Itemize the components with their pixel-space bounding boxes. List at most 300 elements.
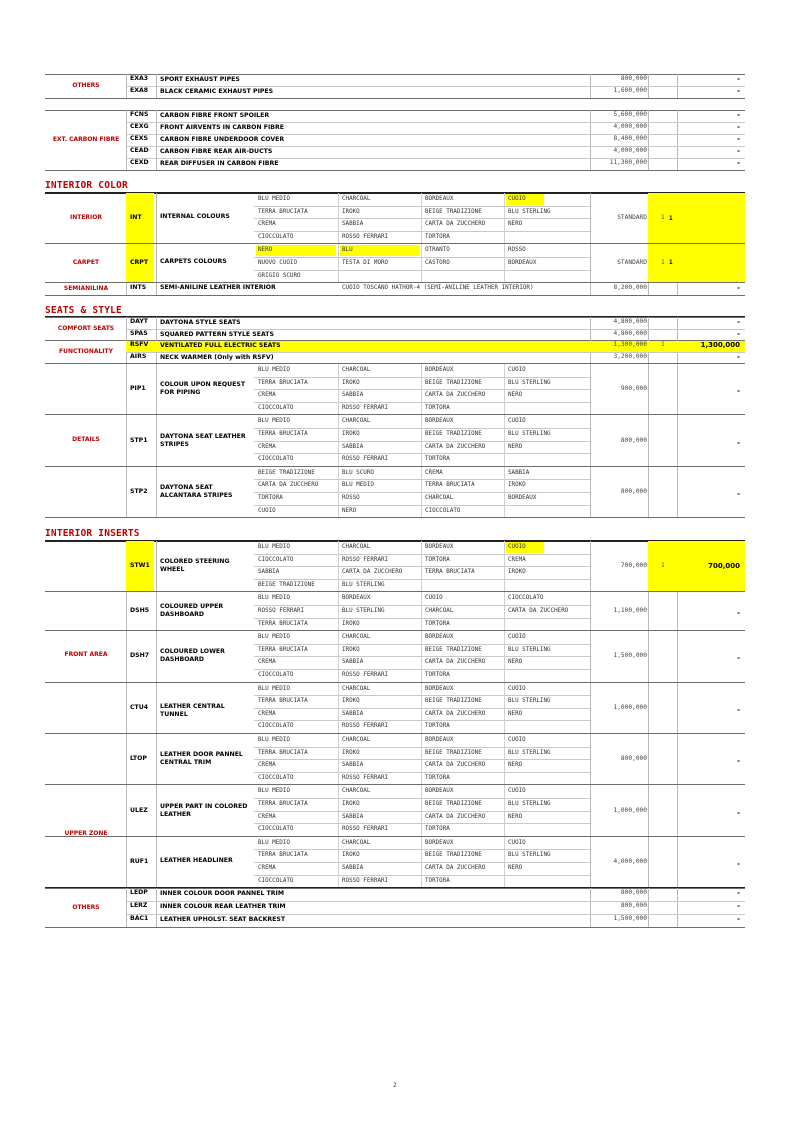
option-description: FRONT AIRVENTS IN CARBON FIBRE	[160, 124, 284, 131]
color-option: CHARCOAL	[342, 839, 371, 846]
column-divider	[590, 734, 591, 784]
column-divider	[156, 541, 157, 591]
color-option: CREMA	[258, 865, 276, 871]
option-description: BLACK CERAMIC EXHAUST PIPES	[160, 88, 274, 95]
color-divider	[421, 683, 422, 733]
color-option: CIOCCOLATO	[425, 507, 461, 514]
color-option: BLU SCURO	[342, 469, 374, 476]
color-option: GRIGIO SCURO	[258, 272, 301, 279]
option-total: -	[737, 860, 740, 868]
color-divider	[338, 631, 339, 681]
color-option: CREMA	[508, 556, 526, 563]
column-divider	[590, 283, 591, 295]
column-divider	[126, 415, 127, 465]
table-rule	[45, 98, 745, 99]
row-divider	[254, 772, 590, 773]
color-option: CREMA	[258, 221, 276, 228]
column-divider	[156, 592, 157, 630]
option-code: INTS	[130, 284, 147, 292]
row-divider	[254, 453, 590, 454]
color-option: BORDEAUX	[425, 544, 454, 550]
option-price: STANDARD	[617, 259, 647, 267]
color-option: TORTORA	[425, 774, 450, 781]
color-option: BEIGE TRADIZIONE	[425, 698, 482, 705]
color-option: ROSSO FERRARI	[342, 456, 389, 463]
column-divider	[590, 467, 591, 517]
option-description: CARPETS COLOURS	[160, 258, 227, 266]
color-option: BORDEAUX	[425, 839, 454, 846]
color-option: CHARCOAL	[425, 608, 454, 614]
option-total: -	[737, 889, 740, 898]
column-divider	[126, 837, 127, 887]
color-divider	[504, 193, 505, 243]
color-option: CASTORO	[425, 260, 450, 266]
color-option: IROKO	[342, 379, 360, 386]
option-code: LTOP	[130, 755, 147, 763]
row-divider	[254, 862, 590, 863]
option-price: 11,300,000	[609, 159, 647, 166]
option-price: 800,000	[620, 488, 647, 495]
color-option: BLU STERLING	[342, 581, 385, 588]
column-divider	[590, 785, 591, 835]
option-price: 800,000	[620, 755, 647, 763]
color-option: ROSSO	[508, 247, 526, 254]
color-option: SABBIA	[508, 469, 530, 476]
column-divider	[590, 631, 591, 681]
option-description: INTERNAL COLOURS	[160, 213, 230, 221]
color-option: CARTA DA ZUCCHERO	[425, 659, 486, 666]
color-option: BORDEAUX	[425, 737, 454, 743]
color-option: CIOCCOLATO	[258, 456, 294, 463]
color-divider	[504, 541, 505, 591]
color-option: IROKO	[508, 482, 526, 489]
column-divider	[648, 415, 649, 465]
option-price: STANDARD	[617, 214, 647, 222]
color-option: BLU MEDIO	[342, 482, 374, 489]
color-option: NERO	[508, 443, 523, 450]
option-price: 1,600,000	[613, 87, 647, 94]
color-option: BEIGE TRADIZIONE	[425, 208, 482, 215]
color-divider	[338, 193, 339, 243]
color-option: BORDEAUX	[508, 260, 537, 266]
option-code: DSH5	[130, 607, 150, 615]
option-code: EXA3	[130, 75, 149, 82]
color-option: BLU STERLING	[508, 646, 551, 653]
color-divider	[504, 785, 505, 835]
color-divider	[504, 467, 505, 517]
row-divider	[254, 270, 590, 271]
option-description: COLORED STEERING WHEEL	[160, 558, 230, 574]
color-option: TERRA BRUCIATA	[258, 379, 308, 386]
option-description: COLOURED UPPER DASHBOARD	[160, 603, 224, 619]
color-option: CARTA DA ZUCCHERO	[258, 482, 319, 489]
color-option: TORTORA	[425, 826, 450, 833]
color-option: IROKO	[508, 569, 526, 576]
option-price: 4,800,000	[613, 318, 647, 325]
color-option: BEIGE TRADIZIONE	[425, 852, 482, 859]
option-price: 3,200,000	[613, 352, 647, 360]
option-price: 1,100,000	[613, 607, 647, 615]
column-divider	[156, 631, 157, 681]
column-divider	[126, 467, 127, 517]
color-option: NERO	[508, 813, 523, 820]
color-option: SABBIA	[342, 659, 364, 666]
column-divider	[156, 415, 157, 465]
option-description: CARBON FIBRE FRONT SPOILER	[160, 112, 270, 119]
column-divider	[126, 785, 127, 835]
column-divider	[590, 364, 591, 414]
option-description: LEATHER UPHOLST. SEAT BACKREST	[160, 916, 286, 924]
option-code: EXA8	[130, 87, 149, 94]
category-label: EXT. CARBON FIBRE	[52, 136, 120, 143]
color-option: TERRA BRUCIATA	[258, 749, 308, 756]
color-option: CHARCOAL	[342, 737, 371, 743]
option-code: LERZ	[130, 902, 148, 910]
color-option: BEIGE TRADIZIONE	[425, 379, 482, 386]
row-divider	[254, 492, 590, 493]
color-option: TESTA DI MORO	[342, 260, 389, 266]
column-divider	[648, 683, 649, 733]
color-divider	[421, 631, 422, 681]
column-divider	[590, 888, 591, 927]
category-label: DETAILS	[72, 436, 100, 443]
color-divider	[504, 244, 505, 282]
color-divider	[338, 683, 339, 733]
option-description: DAYTONA SEAT ALCANTARA STRIPES	[160, 484, 233, 499]
color-option: TORTORA	[258, 495, 283, 501]
color-option: ROSSO FERRARI	[342, 826, 389, 833]
color-divider	[504, 631, 505, 681]
column-divider	[677, 110, 678, 170]
color-option: CUOIO	[508, 737, 526, 743]
color-divider	[338, 592, 339, 630]
color-divider	[338, 837, 339, 887]
option-total: -	[737, 490, 740, 498]
color-divider	[504, 364, 505, 414]
color-option: ROSSO	[342, 495, 360, 501]
row-divider	[254, 218, 590, 219]
option-total: -	[737, 123, 740, 131]
option-total: -	[737, 387, 740, 396]
color-option: NERO	[508, 392, 523, 399]
color-divider	[338, 244, 339, 282]
color-option: TERRA BRUCIATA	[258, 646, 308, 653]
table-rule	[45, 414, 745, 415]
color-option: TERRA BRUCIATA	[258, 431, 308, 437]
column-divider	[648, 785, 649, 835]
category-label: COMFORT SEATS	[57, 324, 115, 332]
color-divider	[338, 785, 339, 835]
option-total: -	[737, 147, 740, 155]
option-code: DSH7	[130, 652, 150, 660]
option-code: CEXS	[130, 135, 148, 142]
row-divider	[254, 875, 590, 876]
color-option: ROSSO FERRARI	[342, 672, 389, 678]
table-rule	[45, 630, 745, 631]
table-rule	[45, 517, 745, 518]
color-option: BLU STERLING	[508, 749, 551, 756]
color-option: SABBIA	[342, 762, 364, 769]
category-label: INTERIOR	[69, 214, 103, 221]
color-option: CARTA DA ZUCCHERO	[425, 443, 486, 450]
option-description: DAYTONA SEAT LEATHER STRIPES	[160, 432, 246, 448]
column-divider	[590, 110, 591, 170]
color-option: IROKO	[342, 698, 360, 705]
color-option: CUOIO	[425, 595, 443, 602]
option-total: -	[737, 705, 740, 714]
color-option: ROSSO FERRARI	[342, 556, 389, 563]
option-price: 4,000,000	[613, 147, 647, 154]
option-price: 4,800,000	[613, 329, 647, 337]
option-code: INT	[130, 214, 142, 222]
color-option: NERO	[258, 247, 273, 254]
color-option: SABBIA	[342, 710, 364, 717]
option-description: LEATHER DOOR PANNEL CENTRAL TRIM	[160, 751, 243, 767]
color-option: SABBIA	[342, 392, 364, 399]
section-title: INTERIOR INSERTS	[45, 528, 140, 539]
color-option: BLU STERLING	[508, 698, 551, 705]
table-rule	[45, 591, 745, 592]
row-divider	[254, 823, 590, 824]
color-option: CHARCOAL	[425, 495, 454, 501]
color-option: IROKO	[342, 208, 360, 215]
row-divider	[254, 554, 590, 555]
option-description: DAYTONA STYLE SEATS	[160, 319, 241, 326]
color-option: CHARCOAL	[342, 685, 371, 692]
option-code: STP2	[130, 488, 148, 495]
color-divider	[504, 415, 505, 465]
color-option: TORTORA	[425, 620, 450, 627]
color-option: CUOIO	[508, 544, 526, 550]
column-divider	[126, 734, 127, 784]
option-total: -	[737, 87, 740, 95]
option-total: -	[737, 318, 740, 326]
option-total: -	[737, 915, 740, 924]
row-divider	[254, 389, 590, 390]
color-option: ROSSO FERRARI	[342, 774, 389, 781]
color-divider	[504, 683, 505, 733]
option-code: STW1	[130, 562, 150, 570]
option-price: 8,400,000	[613, 135, 647, 142]
color-option: CHARCOAL	[342, 196, 371, 202]
table-rule	[45, 170, 745, 171]
option-total: 700,000	[708, 562, 740, 571]
option-description: REAR DIFFUSER IN CARBON FIBRE	[160, 160, 279, 167]
color-option: CIOCCOLATO	[258, 723, 294, 730]
table-rule	[45, 363, 745, 364]
color-option: BORDEAUX	[425, 367, 454, 373]
category-label: OTHERS	[72, 82, 100, 89]
column-divider	[156, 193, 157, 243]
column-divider	[648, 283, 649, 295]
color-divider	[421, 415, 422, 465]
color-option: BLU MEDIO	[258, 737, 290, 743]
option-code: DAYT	[130, 318, 149, 325]
table-rule	[45, 466, 745, 467]
color-option: BLU MEDIO	[258, 595, 290, 602]
option-code: ULEZ	[130, 806, 148, 814]
color-option: BEIGE TRADIZIONE	[425, 749, 482, 756]
column-divider	[156, 785, 157, 835]
color-option: TORTORA	[425, 456, 450, 463]
option-price: 700,000	[620, 562, 647, 570]
color-option: TERRA BRUCIATA	[258, 801, 308, 807]
table-rule	[45, 295, 745, 296]
color-option: BEIGE TRADIZIONE	[258, 581, 315, 588]
option-code: SPAS	[130, 329, 148, 337]
color-option: BORDEAUX	[342, 595, 371, 602]
highlight-total	[677, 193, 745, 243]
option-total: -	[737, 757, 740, 766]
option-total: -	[737, 135, 740, 143]
color-option: CARTA DA ZUCCHERO	[508, 608, 569, 614]
color-option: CARTA DA ZUCCHERO	[425, 813, 486, 820]
color-divider	[421, 364, 422, 414]
color-option: NERO	[508, 865, 523, 871]
option-description: LEATHER CENTRAL TUNNEL	[160, 702, 225, 718]
color-option: CHARCOAL	[342, 367, 371, 373]
column-divider	[648, 631, 649, 681]
color-option: BORDEAUX	[425, 685, 454, 692]
color-option: TORTORA	[425, 556, 450, 563]
option-description: VENTILATED FULL ELECTRIC SEATS	[160, 342, 281, 349]
option-code: CTU4	[130, 703, 149, 711]
row-divider	[254, 566, 590, 567]
row-divider	[254, 720, 590, 721]
option-description: COLOUR UPON REQUEST FOR PIPING	[160, 381, 246, 397]
color-option: CIOCCOLATO	[258, 877, 294, 884]
color-option: CREMA	[258, 762, 276, 769]
color-option: TORTORA	[425, 404, 450, 411]
column-divider	[590, 193, 591, 243]
option-qty: 1	[661, 214, 665, 222]
color-option: CUOIO	[508, 196, 526, 202]
option-total: -	[737, 284, 740, 293]
option-code: RSFV	[130, 341, 149, 348]
option-total: -	[737, 438, 740, 447]
color-option: NERO	[342, 507, 357, 514]
color-option: CUOIO	[508, 634, 526, 641]
column-divider	[156, 683, 157, 733]
column-divider	[126, 631, 127, 681]
color-option: CHARCOAL	[342, 788, 371, 795]
color-option: SABBIA	[258, 569, 280, 576]
color-option: BLU MEDIO	[258, 788, 290, 795]
color-option: TERRA BRUCIATA	[258, 698, 308, 705]
color-option: TERRA BRUCIATA	[258, 208, 308, 215]
column-divider	[156, 837, 157, 887]
color-option: CUOIO	[508, 788, 526, 795]
column-divider	[156, 244, 157, 282]
color-option: SABBIA	[342, 443, 364, 450]
color-option: TERRA BRUCIATA	[425, 482, 475, 489]
option-total: -	[737, 609, 740, 618]
color-option: ROSSO FERRARI	[342, 233, 389, 240]
color-option: BORDEAUX	[425, 196, 454, 202]
color-option: IROKO	[342, 852, 360, 859]
color-option: BORDEAUX	[425, 634, 454, 641]
color-option: TORTORA	[425, 672, 450, 678]
color-divider	[338, 734, 339, 784]
option-code: STP1	[130, 436, 148, 444]
row-divider	[254, 759, 590, 760]
color-option: BLU	[342, 247, 353, 254]
color-divider	[338, 415, 339, 465]
option-price: 4,000,000	[613, 123, 647, 130]
column-divider	[648, 837, 649, 887]
color-option: TORTORA	[425, 233, 450, 240]
option-total: 1,300,000	[700, 341, 740, 349]
column-divider	[590, 541, 591, 591]
color-option: CIOCCOLATO	[258, 774, 294, 781]
color-divider	[421, 244, 422, 282]
category-label: OTHERS	[72, 903, 100, 911]
section-title: INTERIOR COLOR	[45, 180, 128, 191]
column-divider	[677, 631, 678, 681]
option-total: -	[737, 75, 740, 83]
color-divider	[338, 467, 339, 517]
color-option: CIOCCOLATO	[258, 404, 294, 411]
column-divider	[156, 467, 157, 517]
color-option: CARTA DA ZUCCHERO	[342, 569, 403, 576]
column-divider	[677, 415, 678, 465]
color-option: IROKO	[342, 431, 360, 437]
color-option: CARTA DA ZUCCHERO	[425, 221, 486, 228]
column-divider	[590, 837, 591, 887]
option-total: -	[737, 902, 740, 911]
option-price: 1,500,000	[613, 915, 647, 923]
color-option: CREMA	[258, 710, 276, 717]
color-option: BEIGE TRADIZIONE	[425, 431, 482, 437]
column-divider	[590, 592, 591, 630]
option-qty: 1	[661, 259, 665, 267]
row-divider	[254, 231, 590, 232]
color-option: CREMA	[258, 443, 276, 450]
color-option: CREMA	[425, 469, 443, 476]
category-label: UPPER ZONE	[64, 830, 108, 838]
color-option: CIOCCOLATO	[258, 672, 294, 678]
option-qty: 1	[661, 341, 665, 348]
color-option: BLU STERLING	[508, 852, 551, 859]
color-option: BLU STERLING	[508, 379, 551, 386]
color-divider	[421, 193, 422, 243]
color-option: SABBIA	[342, 813, 364, 820]
color-option: CIOCCOLATO	[508, 595, 544, 602]
option-description: LEATHER HEADLINER	[160, 857, 233, 864]
column-divider	[677, 837, 678, 887]
color-option: BORDEAUX	[425, 788, 454, 795]
column-divider	[156, 364, 157, 414]
color-divider	[504, 837, 505, 887]
column-divider	[677, 683, 678, 733]
option-total: -	[737, 352, 740, 361]
color-divider	[504, 592, 505, 630]
option-price: 1,000,000	[613, 806, 647, 814]
color-option: CUOIO	[508, 367, 526, 373]
row-divider	[254, 811, 590, 812]
column-divider	[156, 283, 157, 295]
option-total: -	[737, 654, 740, 663]
row-divider	[254, 505, 590, 506]
option-price: 4,000,000	[613, 858, 647, 865]
column-divider	[648, 110, 649, 170]
color-option: IROKO	[342, 801, 360, 807]
column-divider	[677, 734, 678, 784]
table-rule	[45, 784, 745, 785]
column-divider	[590, 244, 591, 282]
option-code: CEAD	[130, 147, 149, 154]
color-option: NERO	[508, 221, 523, 228]
